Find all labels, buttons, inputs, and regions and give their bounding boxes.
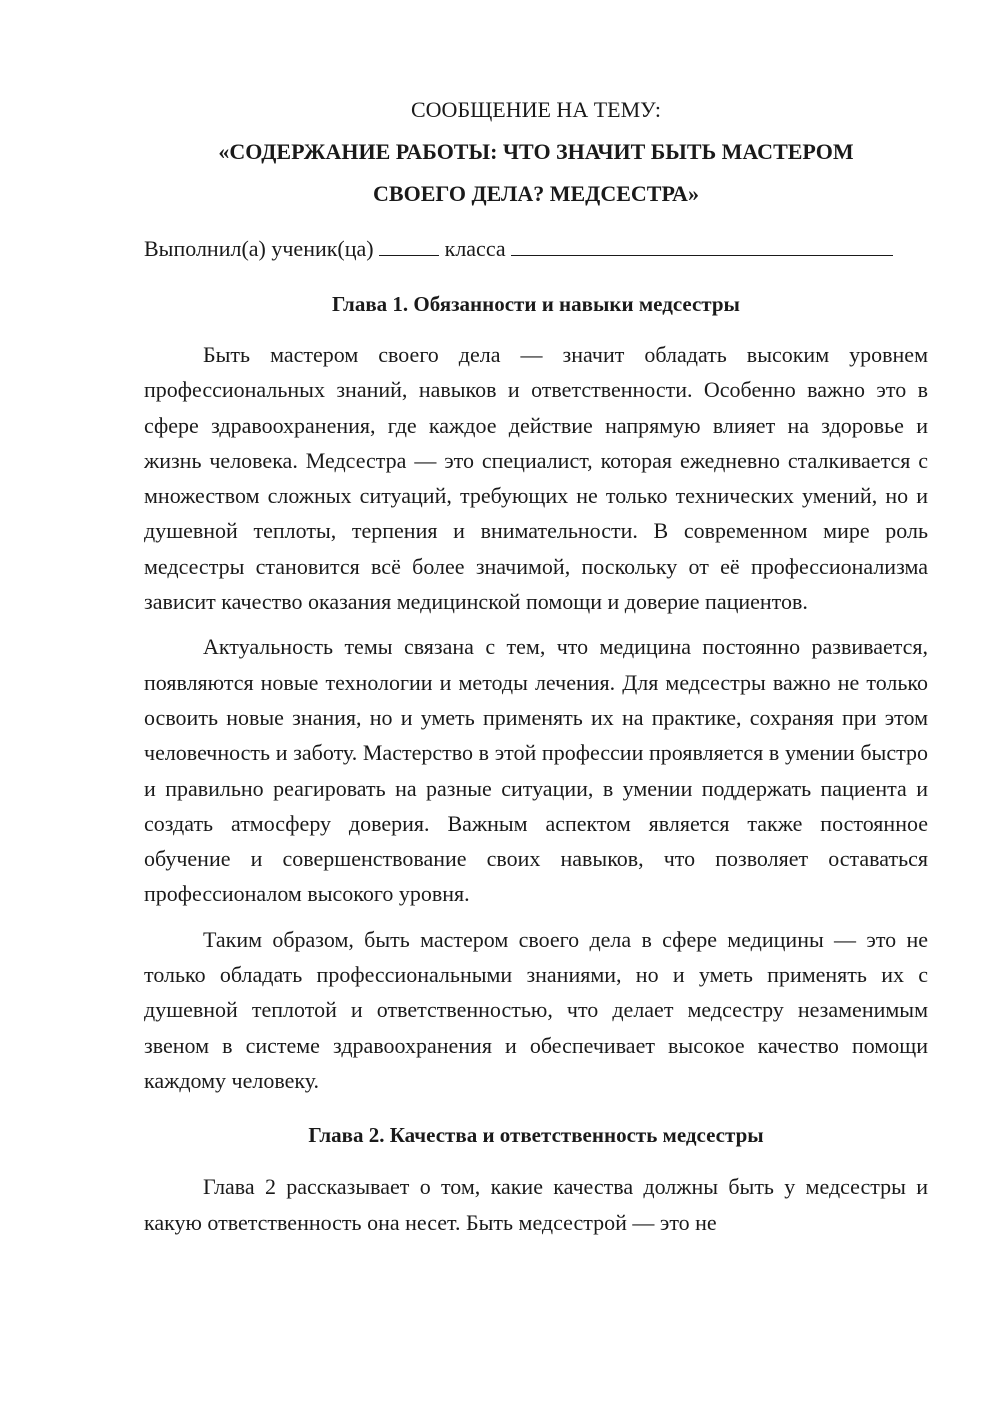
chapter-1-paragraph: Быть мастером своего дела — значит обладать высоким уровнем профессиональных знаний, навыков и ответственности. Особенно важно это в сфере здравоохранения, где каждое действие напрямую влияет на здоровье и жизнь человека. Медсестра — это специалист, которая ежедневно сталкивается с множеством сложных ситуаций, требующих не только технических умений, но и душевной теплоты, терпения и внимательности. В современном мире роль медсестры становится всё более значимой, поскольку от её профессионализма зависит качество оказания медицинской помощи и доверие пациентов. [144,342,928,615]
chapter-1-paragraph: Таким образом, быть мастером своего дела в сфере медицины — это не только обладать профессиональными знаниями, но и уметь применять их с душевной теплотой и ответственностью, что делает медсестру незаменимым звеном в системе здравоохранения и обеспечивает высокое качество помощи каждому человеку. [144,926,928,1093]
class-label: класса [444,236,506,261]
student-name-blank [511,231,893,256]
document-page [144,92,928,1240]
class-number-blank [379,231,439,256]
report-title-line-1: «СОДЕРЖАНИЕ РАБОТЫ: ЧТО ЗНАЧИТ БЫТЬ МАСТЕРОМ [218,139,854,164]
report-type-heading: СООБЩЕНИЕ НА ТЕМУ: [411,97,661,122]
chapter-2-heading: Глава 2. Качества и ответственность медсестры [308,1123,764,1148]
chapter-2-paragraph: Глава 2 рассказывает о том, какие качества должны быть у медсестры и какую ответственность она несет. Быть медсестрой — это не [144,1174,928,1235]
report-title-line-2: СВОЕГО ДЕЛА? МЕДСЕСТРА» [373,181,699,206]
chapter-1-paragraph: Актуальность темы связана с тем, что медицина постоянно развивается, появляются новые технологии и методы лечения. Для медсестры важно не только освоить новые знания, но и уметь применять их на практике, сохраняя при этом человечность и заботу. Мастерство в этой профессии проявляется в умении быстро и правильно реагировать на разные ситуации, в умении поддержать пациента и создать атмосферу доверия. Важным аспектом является также постоянное обучение и совершенствование своих навыков, что позволяет оставаться профессионалом высокого уровня. [144,634,928,907]
chapter-1-heading: Глава 1. Обязанности и навыки медсестры [332,292,740,316]
student-info-line [144,231,928,266]
completed-by-label: Выполнил(а) ученик(ца) [144,236,374,261]
